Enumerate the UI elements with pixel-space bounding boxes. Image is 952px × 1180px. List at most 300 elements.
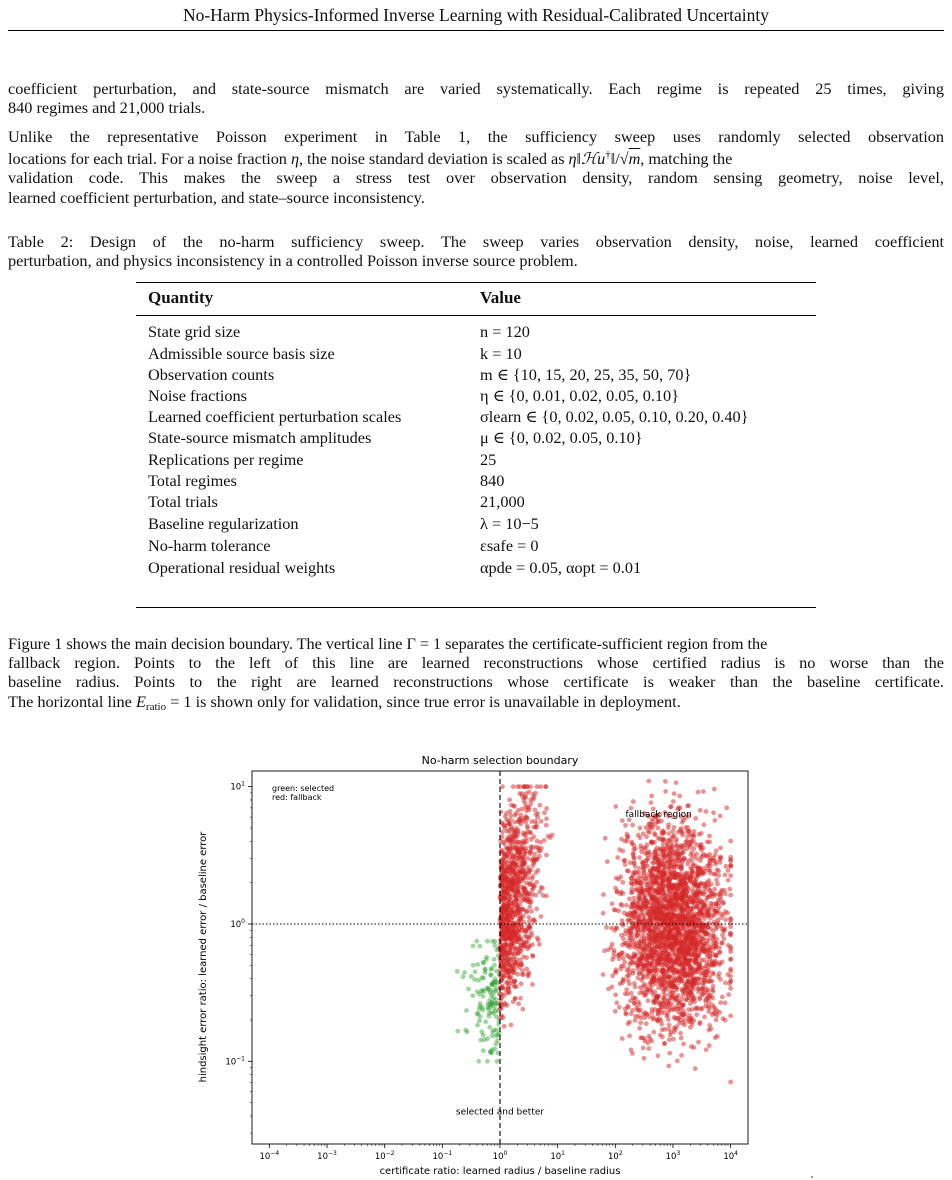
- fallback-point: [635, 870, 640, 875]
- fallback-point: [524, 955, 529, 960]
- table-row: [136, 407, 816, 426]
- table-caption-line-2: perturbation, and physics inconsistency in a controlled Poisson inverse source problem.: [8, 251, 578, 271]
- fallback-point: [666, 867, 671, 872]
- fallback-point: [511, 784, 516, 789]
- fallback-point: [656, 1019, 661, 1024]
- fallback-point: [509, 827, 514, 832]
- fallback-point: [632, 896, 637, 901]
- fallback-point: [655, 947, 660, 952]
- fallback-point: [671, 833, 676, 838]
- fallback-point: [728, 949, 733, 954]
- fallback-point: [498, 809, 503, 814]
- fallback-point: [673, 892, 678, 897]
- fallback-point: [615, 855, 620, 860]
- fallback-point: [679, 1053, 684, 1058]
- y-tick-label: $10^1$: [230, 780, 245, 793]
- fallback-point: [655, 905, 660, 910]
- fallback-point: [504, 817, 509, 822]
- fallback-point: [666, 884, 671, 889]
- fallback-point: [713, 960, 718, 965]
- fallback-point: [538, 784, 543, 789]
- fallback-point: [660, 832, 665, 837]
- fallback-point: [518, 893, 523, 898]
- selected-point: [485, 1036, 490, 1041]
- fallback-point: [629, 876, 634, 881]
- selected-point: [455, 969, 460, 974]
- paragraph-3-line-2: fallback region. Points to the left of this line are learned reconstructions whose certified radius is no worse than the: [8, 653, 944, 673]
- paragraph-3-line-4: [8, 692, 944, 717]
- fallback-point: [664, 986, 669, 991]
- fallback-point: [509, 894, 514, 899]
- fallback-point: [500, 784, 505, 789]
- fallback-point: [647, 822, 652, 827]
- fallback-point: [698, 949, 703, 954]
- fallback-point: [670, 883, 675, 888]
- fallback-point: [535, 936, 540, 941]
- fallback-point: [631, 855, 636, 860]
- selected-point: [490, 982, 495, 987]
- selected-point: [461, 974, 466, 979]
- fallback-point: [660, 1035, 665, 1040]
- fallback-point: [638, 985, 643, 990]
- fallback-point: [662, 1010, 667, 1015]
- selected-point: [486, 1014, 491, 1019]
- fallback-point: [505, 913, 510, 918]
- fallback-point: [506, 986, 511, 991]
- fallback-point: [668, 873, 673, 878]
- fallback-point: [516, 881, 521, 886]
- selected-point: [495, 1038, 500, 1043]
- fallback-point: [544, 816, 549, 821]
- fallback-point: [633, 953, 638, 958]
- fallback-point: [697, 997, 702, 1002]
- fallback-point: [694, 1012, 699, 1017]
- fallback-point: [534, 812, 539, 817]
- fallback-point: [688, 852, 693, 857]
- fallback-point: [507, 797, 512, 802]
- fallback-point: [519, 981, 524, 986]
- fallback-point: [621, 964, 626, 969]
- fallback-point: [506, 969, 511, 974]
- selected-point: [481, 1048, 486, 1053]
- fallback-point: [636, 915, 641, 920]
- fallback-point: [645, 864, 650, 869]
- fallback-point: [690, 861, 695, 866]
- fallback-point: [661, 935, 666, 940]
- fallback-point: [690, 952, 695, 957]
- fallback-point: [688, 990, 693, 995]
- fallback-point: [671, 799, 676, 804]
- fallback-point: [625, 918, 630, 923]
- fallback-point: [690, 869, 695, 874]
- fallback-point: [523, 795, 528, 800]
- fallback-point: [671, 974, 676, 979]
- fallback-point: [659, 911, 664, 916]
- fallback-point: [510, 931, 515, 936]
- fallback-point: [670, 845, 675, 850]
- fallback-point: [714, 848, 719, 853]
- fallback-point: [686, 829, 691, 834]
- fallback-point: [666, 1017, 671, 1022]
- fallback-point: [715, 867, 720, 872]
- fallback-point: [530, 953, 535, 958]
- paragraph-3-line-1: [8, 634, 944, 653]
- row-quantity: Operational residual weights: [148, 558, 336, 577]
- fallback-point: [501, 895, 506, 900]
- fallback-point: [723, 1001, 728, 1006]
- y-axis-label: hindsight error ratio: learned error / baseline error: [198, 831, 209, 1083]
- row-quantity: Baseline regularization: [148, 514, 299, 533]
- fallback-point: [663, 915, 668, 920]
- fallback-point: [672, 825, 677, 830]
- table-row: [136, 450, 816, 469]
- fallback-point: [698, 939, 703, 944]
- fallback-point: [725, 911, 730, 916]
- fallback-point: [524, 839, 529, 844]
- fallback-point: [614, 1000, 619, 1005]
- fallback-point: [659, 900, 664, 905]
- fallback-point: [677, 794, 682, 799]
- fallback-point: [628, 860, 633, 865]
- fallback-point: [530, 876, 535, 881]
- fallback-point: [533, 893, 538, 898]
- fallback-point: [695, 890, 700, 895]
- fallback-point: [680, 820, 685, 825]
- fallback-point: [711, 907, 716, 912]
- fallback-point: [726, 943, 731, 948]
- fallback-point: [667, 831, 672, 836]
- fallback-point: [642, 1015, 647, 1020]
- fallback-point: [704, 946, 709, 951]
- selected-point: [493, 997, 498, 1002]
- fallback-point: [663, 789, 668, 794]
- fallback-point: [662, 1041, 667, 1046]
- fallback-point: [664, 962, 669, 967]
- fallback-point: [613, 1009, 618, 1014]
- paragraph-2: [8, 127, 944, 207]
- fallback-point: [639, 978, 644, 983]
- fallback-point: [671, 1037, 676, 1042]
- selected-point: [474, 939, 479, 944]
- selected-point: [479, 1029, 484, 1034]
- fallback-point: [632, 1001, 637, 1006]
- fallback-point: [707, 979, 712, 984]
- row-quantity: State-source mismatch amplitudes: [148, 428, 372, 447]
- fallback-point: [514, 912, 519, 917]
- fallback-point: [683, 871, 688, 876]
- fallback-point: [711, 984, 716, 989]
- scatter-points: [455, 779, 733, 1085]
- fallback-point: [613, 992, 618, 997]
- fallback-point: [681, 899, 686, 904]
- fallback-point: [526, 972, 531, 977]
- paragraph-3-line-4a: The horizontal line: [8, 691, 136, 711]
- fallback-point: [525, 804, 530, 809]
- fallback-point: [712, 818, 717, 823]
- fallback-point: [514, 897, 519, 902]
- fallback-point: [703, 908, 708, 913]
- fallback-point: [696, 790, 701, 795]
- fallback-point: [534, 880, 539, 885]
- fallback-point: [537, 889, 542, 894]
- fallback-point: [657, 978, 662, 983]
- fallback-point: [718, 855, 723, 860]
- row-value: k = 10: [480, 344, 522, 363]
- paragraph-2-line-2b: , the noise standard deviation is scaled as: [298, 149, 569, 169]
- fallback-point: [698, 808, 703, 813]
- fallback-point: [701, 902, 706, 907]
- fallback-point: [683, 915, 688, 920]
- fallback-point: [728, 893, 733, 898]
- fallback-point: [711, 810, 716, 815]
- fallback-point: [517, 947, 522, 952]
- fallback-point: [728, 839, 733, 844]
- row-quantity: No-harm tolerance: [148, 536, 271, 555]
- fallback-point: [702, 1015, 707, 1020]
- fallback-point: [647, 1034, 652, 1039]
- fallback-point: [649, 918, 654, 923]
- fallback-point: [653, 969, 658, 974]
- fallback-point: [612, 907, 617, 912]
- fallback-point: [717, 945, 722, 950]
- fallback-point: [523, 929, 528, 934]
- fallback-point: [527, 904, 532, 909]
- fallback-point: [615, 889, 620, 894]
- fallback-point: [627, 926, 632, 931]
- fallback-point: [512, 955, 517, 960]
- selected-point: [487, 1025, 492, 1030]
- fallback-point: [500, 830, 505, 835]
- row-value: λ = 10−5: [480, 514, 539, 533]
- fallback-point: [701, 789, 706, 794]
- fallback-point: [638, 1020, 643, 1025]
- fallback-point: [518, 996, 523, 1001]
- fallback-point: [666, 1009, 671, 1014]
- fallback-point: [520, 1007, 525, 1012]
- fallback-point: [666, 1064, 671, 1069]
- fallback-point: [675, 843, 680, 848]
- selected-point: [473, 969, 478, 974]
- fallback-point: [705, 969, 710, 974]
- fallback-point: [603, 836, 608, 841]
- fallback-point: [601, 911, 606, 916]
- fallback-point: [625, 868, 630, 873]
- fallback-point: [679, 856, 684, 861]
- fallback-point: [706, 964, 711, 969]
- fallback-point: [682, 908, 687, 913]
- fallback-point: [721, 1016, 726, 1021]
- fallback-point: [621, 977, 626, 982]
- fallback-point: [605, 859, 610, 864]
- fallback-point: [648, 969, 653, 974]
- fallback-point: [529, 909, 534, 914]
- fallback-point: [618, 902, 623, 907]
- fallback-point: [629, 887, 634, 892]
- fallback-point: [656, 820, 661, 825]
- fallback-point: [665, 973, 670, 978]
- fallback-point: [512, 979, 517, 984]
- fallback-point: [715, 882, 720, 887]
- fallback-point: [714, 878, 719, 883]
- table-caption: [8, 232, 944, 270]
- fallback-point: [528, 784, 533, 789]
- fallback-point: [728, 957, 733, 962]
- row-value: m ∈ {10, 15, 20, 25, 35, 50, 70}: [480, 365, 692, 384]
- x-tick-label: $10^{-3}$: [317, 1150, 337, 1162]
- fallback-point: [544, 823, 549, 828]
- paragraph-2-line-1: Unlike the representative Poisson experiment in Table 1, the sufficiency sweep uses randomly selected observation: [8, 127, 944, 146]
- fallback-point: [668, 878, 673, 883]
- fallback-point: [510, 876, 515, 881]
- fallback-point: [531, 856, 536, 861]
- e-ratio-eq-1: Eratio = 1: [135, 691, 192, 713]
- fallback-point: [508, 907, 513, 912]
- fallback-point: [728, 979, 733, 984]
- fallback-point: [655, 867, 660, 872]
- selected-point: [495, 1051, 500, 1056]
- fallback-point: [672, 952, 677, 957]
- fallback-point: [670, 938, 675, 943]
- fallback-point: [543, 784, 548, 789]
- fallback-point: [649, 905, 654, 910]
- fallback-point: [707, 840, 712, 845]
- fallback-point: [671, 966, 676, 971]
- fallback-point: [704, 1047, 709, 1052]
- fallback-point: [509, 888, 514, 893]
- fallback-point: [674, 780, 679, 785]
- row-value: εsafe = 0: [480, 536, 539, 555]
- fallback-point: [649, 800, 654, 805]
- table-row: [136, 386, 816, 405]
- fallback-point: [676, 830, 681, 835]
- fallback-point: [704, 809, 709, 814]
- fallback-point: [711, 929, 716, 934]
- table-row: [136, 514, 816, 533]
- fallback-point: [684, 973, 689, 978]
- fallback-point: [638, 956, 643, 961]
- fallback-point: [616, 909, 621, 914]
- fallback-point: [601, 972, 606, 977]
- fallback-point: [668, 988, 673, 993]
- fallback-point: [626, 973, 631, 978]
- fallback-point: [515, 865, 520, 870]
- fallback-point: [710, 913, 715, 918]
- fallback-point: [651, 1017, 656, 1022]
- fallback-point: [705, 925, 710, 930]
- fallback-point: [728, 863, 733, 868]
- fallback-point: [505, 829, 510, 834]
- fallback-point: [609, 945, 614, 950]
- fallback-point: [707, 957, 712, 962]
- fallback-point: [713, 1035, 718, 1040]
- fallback-point: [661, 849, 666, 854]
- row-value: 840: [480, 471, 505, 490]
- fallback-point: [618, 981, 623, 986]
- fallback-point: [659, 858, 664, 863]
- fallback-point: [613, 967, 618, 972]
- fallback-point: [531, 845, 536, 850]
- fallback-point: [660, 837, 665, 842]
- paragraph-2-line-2c: , matching the: [640, 149, 733, 169]
- fallback-point: [660, 982, 665, 987]
- fallback-point: [675, 1059, 680, 1064]
- fallback-point: [689, 996, 694, 1001]
- fallback-point: [728, 1013, 733, 1018]
- fallback-point: [617, 1005, 622, 1010]
- row-value: η ∈ {0, 0.01, 0.02, 0.05, 0.10}: [480, 386, 680, 405]
- fallback-point: [679, 1036, 684, 1041]
- fallback-point: [514, 960, 519, 965]
- fallback-point: [647, 937, 652, 942]
- row-quantity: Noise fractions: [148, 386, 248, 405]
- table-row: [136, 536, 816, 555]
- fallback-point: [645, 998, 650, 1003]
- table-row: [136, 428, 816, 447]
- selected-point: [472, 977, 477, 982]
- selected-point: [495, 1059, 500, 1064]
- fallback-point: [515, 784, 520, 789]
- fallback-point: [633, 985, 638, 990]
- selected-point: [490, 1029, 495, 1034]
- fallback-point: [512, 945, 517, 950]
- fallback-point: [502, 1024, 507, 1029]
- fallback-point: [660, 879, 665, 884]
- fallback-point: [623, 991, 628, 996]
- fallback-point: [711, 989, 716, 994]
- fallback-point: [728, 924, 733, 929]
- fallback-point: [521, 943, 526, 948]
- fallback-point: [521, 868, 526, 873]
- selected-point: [464, 1008, 469, 1013]
- table-bottom-rule: [136, 607, 816, 608]
- fallback-point: [692, 829, 697, 834]
- row-quantity: Total regimes: [148, 471, 237, 490]
- fallback-point: [641, 859, 646, 864]
- fallback-point: [667, 911, 672, 916]
- fallback-point: [508, 921, 513, 926]
- fallback-point: [503, 929, 508, 934]
- fallback-point: [719, 940, 724, 945]
- selected-point: [462, 970, 467, 975]
- fallback-point: [663, 779, 668, 784]
- fallback-point: [720, 995, 725, 1000]
- fallback-point: [680, 961, 685, 966]
- scatter-figure: [180, 744, 780, 1177]
- fallback-point: [548, 835, 553, 840]
- row-quantity: Admissible source basis size: [148, 344, 335, 363]
- x-tick-label: $10^2$: [607, 1150, 623, 1162]
- table-row: [136, 365, 816, 384]
- fallback-point: [708, 871, 713, 876]
- fallback-point: [688, 1001, 693, 1006]
- fallback-point: [610, 957, 615, 962]
- fallback-point: [663, 992, 668, 997]
- fallback-point: [726, 878, 731, 883]
- fallback-point: [530, 982, 535, 987]
- fallback-point: [644, 825, 649, 830]
- fallback-point: [679, 997, 684, 1002]
- fallback-point: [703, 999, 708, 1004]
- selected-point: [478, 1038, 483, 1043]
- fallback-point: [668, 933, 673, 938]
- fallback-point: [696, 990, 701, 995]
- fallback-point: [671, 850, 676, 855]
- fallback-point: [728, 887, 733, 892]
- fallback-point: [619, 890, 624, 895]
- fallback-point: [501, 857, 506, 862]
- selected-point: [485, 1059, 490, 1064]
- fallback-point: [656, 897, 661, 902]
